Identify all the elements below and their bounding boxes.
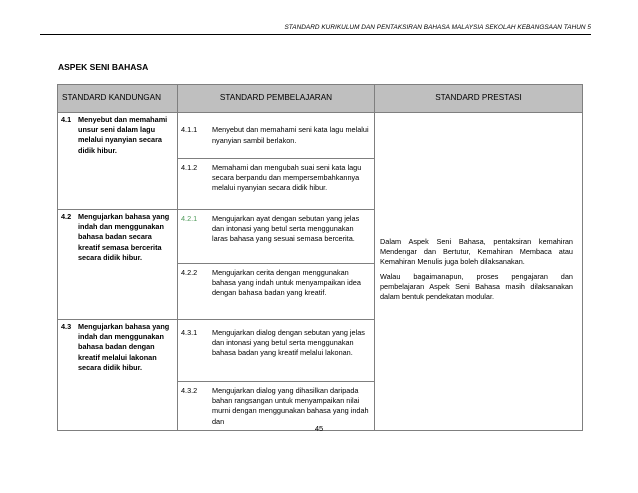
pembelajaran-cell (178, 264, 375, 320)
prestasi-cell (375, 113, 583, 431)
pembelajaran-text: Mengujarkan dialog yang dihasilkan daripada bahan rangsangan untuk menyampaikan nilai murni dengan menggunakan bahasa yang indah dan (212, 386, 369, 426)
pembelajaran-number: 4.2.2 (181, 268, 198, 277)
pembelajaran-number: 4.1.1 (181, 125, 198, 135)
kandungan-number: 4.1 (61, 115, 72, 124)
pembelajaran-number: 4.3.1 (181, 328, 198, 337)
header-standard-kandungan: STANDARD KANDUNGAN (58, 85, 178, 113)
pembelajaran-text: Mengujarkan ayat dengan sebutan yang jelas dan intonasi yang betul serta menggunakan laras bahasa yang sesuai semasa bercerita. (212, 214, 360, 244)
curriculum-table (57, 84, 583, 431)
pembelajaran-number: 4.2.1 (181, 214, 198, 223)
kandungan-cell (58, 113, 178, 210)
pembelajaran-text: Menyebut dan memahami seni kata lagu melalui nyanyian sambil berlakon. (212, 125, 369, 145)
section-title: ASPEK SENI BAHASA (58, 62, 149, 72)
pembelajaran-cell (178, 113, 375, 159)
kandungan-number: 4.3 (61, 322, 72, 331)
running-header: STANDARD KURIKULUM DAN PENTAKSIRAN BAHASA MALAYSIA SEKOLAH KEBANGSAAN TAHUN 5 (284, 24, 591, 31)
pembelajaran-text: Memahami dan mengubah suai seni kata lagu secara berpandu dan mempersembahkannya melalui nyanyian secara didik hibur. (212, 163, 362, 193)
pembelajaran-number: 4.3.2 (181, 386, 198, 395)
kandungan-text: Menyebut dan memahami unsur seni dalam lagu melalui nyanyian secara didik hibur. (78, 115, 168, 155)
pembelajaran-text: Mengujarkan cerita dengan menggunakan bahasa yang indah untuk menyampaikan idea dengan bahasa badan yang kreatif. (212, 268, 361, 298)
prestasi-paragraph: Dalam Aspek Seni Bahasa, pentaksiran kemahiran Mendengar dan Bertutur, Kemahiran Membaca atau Kemahiran Menulis juga boleh dilaksanakan. (380, 236, 573, 267)
kandungan-text: Mengujarkan bahasa yang indah dan menggunakan bahasa badan secara kreatif semasa bercerita secara didik hibur. (78, 212, 170, 262)
pembelajaran-cell (178, 320, 375, 382)
kandungan-number: 4.2 (61, 212, 72, 221)
kandungan-cell (58, 210, 178, 320)
kandungan-text: Mengujarkan bahasa yang indah dan menggunakan bahasa badan dengan kreatif melalui lakonan secara didik hibur. (78, 322, 170, 372)
pembelajaran-cell (178, 210, 375, 264)
header-standard-pembelajaran: STANDARD PEMBELAJARAN (178, 85, 375, 113)
header-divider (40, 34, 591, 35)
pembelajaran-number: 4.1.2 (181, 163, 198, 172)
page-number: 45 (314, 424, 324, 433)
table-row (58, 113, 583, 159)
pembelajaran-text: Mengujarkan dialog dengan sebutan yang jelas dan intonasi yang betul serta menggunakan bahasa badan yang kreatif melalui lakonan. (212, 328, 365, 358)
pembelajaran-cell (178, 159, 375, 210)
header-standard-prestasi: STANDARD PRESTASI (375, 85, 583, 113)
kandungan-cell (58, 320, 178, 431)
prestasi-paragraph: Walau bagaimanapun, proses pengajaran dan pembelajaran Aspek Seni Bahasa masih dilaksanakan dalam bentuk pendekatan modular. (380, 271, 573, 301)
table-header-row (58, 85, 583, 113)
